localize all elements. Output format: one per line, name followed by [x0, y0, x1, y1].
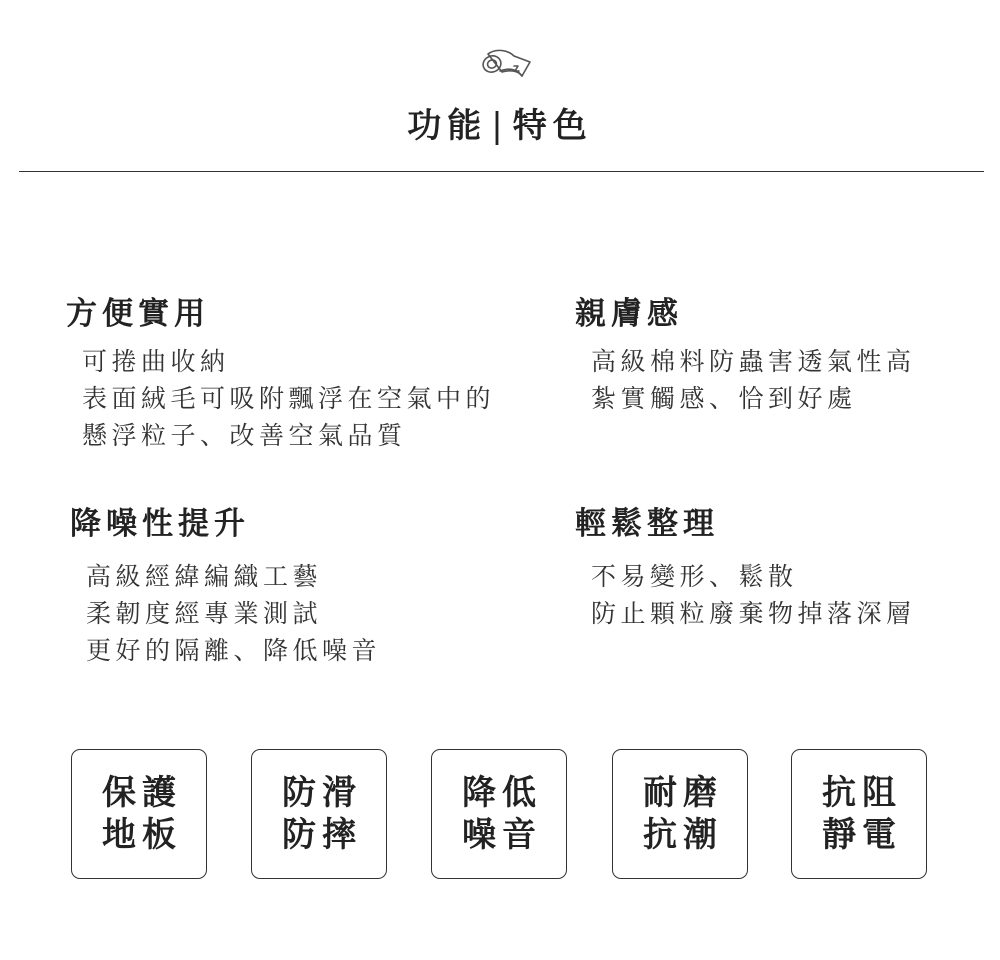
feature-line: 表面絨毛可吸附飄浮在空氣中的 — [82, 384, 496, 413]
badge-line: 地板 — [102, 815, 182, 855]
badge-reduce-noise — [431, 749, 567, 879]
feature-lines — [591, 558, 916, 632]
feature-heading: 親膚感 — [575, 296, 683, 332]
divider — [19, 171, 984, 172]
badge-wear-resistant — [612, 749, 748, 879]
feature-convenient — [66, 288, 516, 450]
badge-protect-floor — [71, 749, 207, 879]
feature-noise-reduction — [70, 498, 520, 665]
feature-line: 柔韌度經專業測試 — [86, 599, 323, 628]
title-right: 特色 — [512, 106, 593, 146]
feature-heading: 輕鬆整理 — [575, 506, 719, 542]
feature-skin-friendly — [575, 288, 1000, 413]
title-left: 功能 — [407, 106, 488, 146]
feature-line: 高級經緯編織工藝 — [86, 562, 323, 591]
badge-anti-slip — [251, 749, 387, 879]
badge-line: 抗潮 — [643, 815, 723, 855]
feature-line: 不易變形、鬆散 — [591, 562, 798, 591]
feature-lines — [591, 343, 916, 417]
feature-lines — [82, 343, 495, 454]
badge-line: 靜電 — [822, 815, 902, 855]
badge-line: 耐磨 — [643, 773, 723, 813]
feature-line: 紮實觸感、恰到好處 — [591, 384, 857, 413]
badge-line: 防滑 — [282, 773, 362, 813]
feature-line: 可捲曲收納 — [82, 347, 230, 376]
badge-line: 降低 — [462, 773, 542, 813]
page-title — [0, 98, 1000, 147]
badge-line: 防摔 — [282, 815, 362, 855]
badge-line: 抗阻 — [822, 773, 902, 813]
feature-easy-cleaning — [575, 498, 1000, 628]
feature-line: 更好的隔離、降低噪音 — [86, 636, 382, 665]
badge-anti-static — [791, 749, 927, 879]
feature-line: 高級棉料防蟲害透氣性高 — [591, 347, 916, 376]
feature-heading: 方便實用 — [66, 296, 210, 332]
badge-line: 保護 — [102, 773, 182, 813]
feature-lines — [86, 558, 381, 669]
feature-line: 防止顆粒廢棄物掉落深層 — [591, 599, 916, 628]
badge-line: 噪音 — [462, 815, 542, 855]
title-separator: | — [491, 106, 509, 146]
rolled-mat-icon — [478, 44, 536, 84]
feature-heading: 降噪性提升 — [70, 506, 250, 542]
feature-line: 懸浮粒子、改善空氣品質 — [82, 421, 407, 450]
